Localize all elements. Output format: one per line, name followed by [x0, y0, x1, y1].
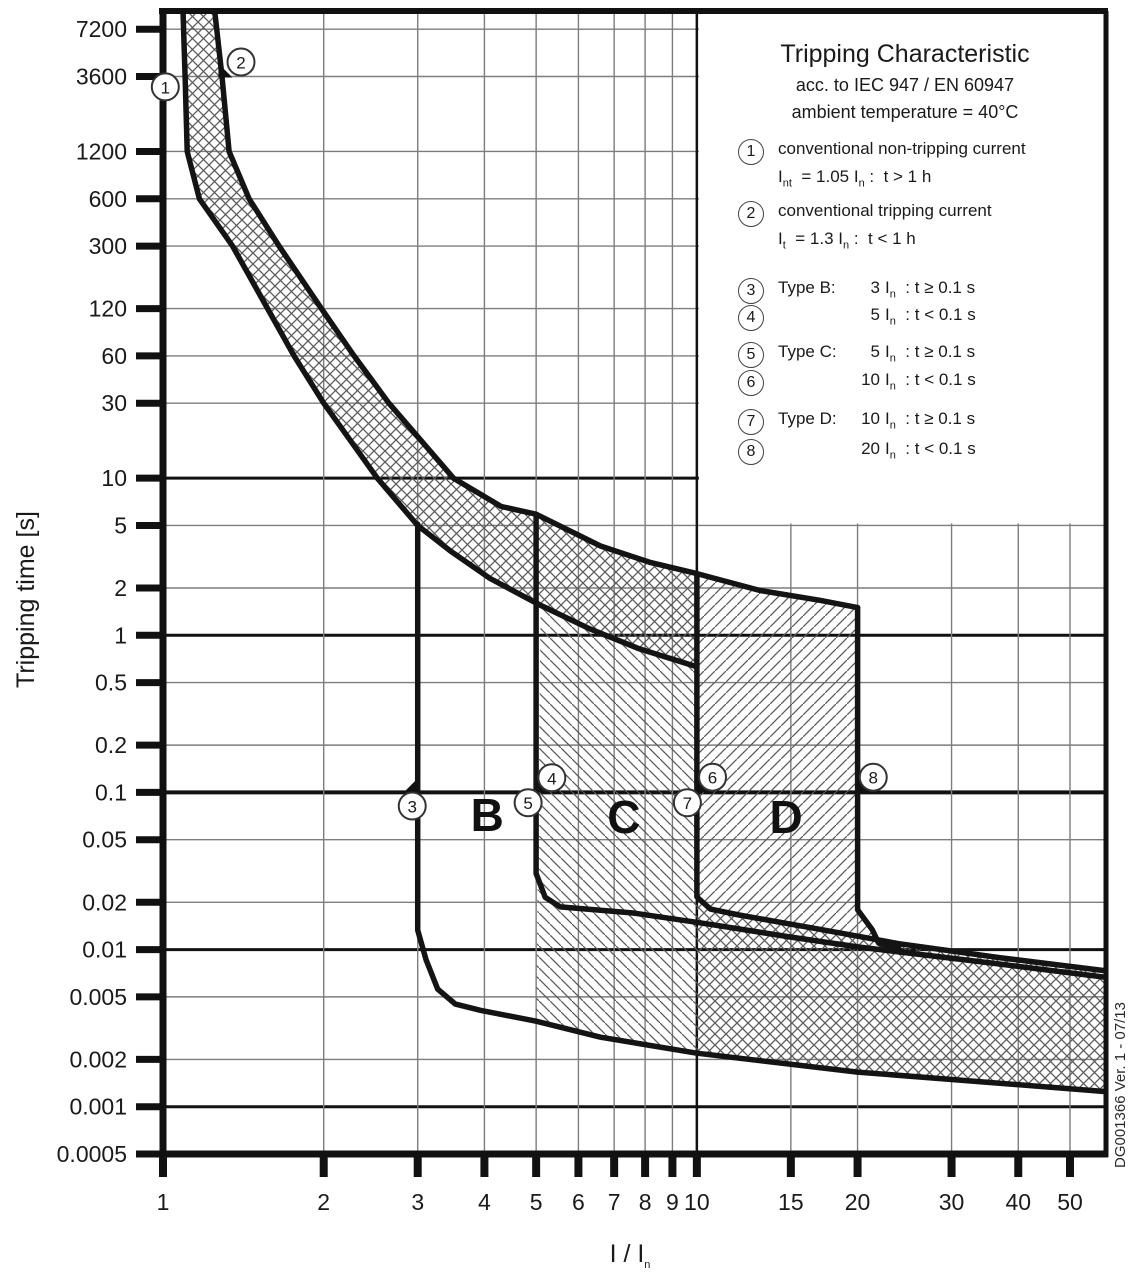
- legend-item-6: [738, 370, 976, 396]
- curve-marker-number-2: 2: [236, 53, 246, 73]
- y-tick-label-3600: 3600: [75, 63, 127, 90]
- y-tick-label-2: 2: [114, 575, 127, 602]
- x-tick-label-6: 6: [572, 1189, 585, 1215]
- x-tick-label-1: 1: [156, 1189, 170, 1215]
- legend-item-title: conventional tripping current: [778, 201, 992, 220]
- legend-item-text: [778, 201, 992, 251]
- x-tick-label-2: 2: [317, 1189, 331, 1215]
- legend-item-value: 20: [861, 439, 880, 458]
- y-tick-label-600: 600: [88, 185, 127, 212]
- y-tick-label-0.0005: 0.0005: [56, 1141, 127, 1167]
- legend-item-formula: $I_n$ : t ≥ 0.1 s: [885, 278, 976, 301]
- y-tick-label-0.001: 0.001: [69, 1093, 127, 1120]
- legend-item-formula: $I_n$ : t ≥ 0.1 s: [885, 342, 976, 365]
- y-tick-label-300: 300: [88, 233, 127, 260]
- y-tick-label-0.2: 0.2: [95, 732, 127, 759]
- x-axis-label: [520, 1240, 740, 1271]
- curve-marker-number-4: 4: [547, 769, 557, 789]
- legend-item-1: [738, 139, 1026, 189]
- legend-item-8: [738, 439, 976, 465]
- thermal-band-hatch: [183, 11, 697, 667]
- region-label-C: C: [607, 790, 641, 843]
- x-tick-label-50: 50: [1057, 1189, 1083, 1215]
- x-tick-label-40: 40: [1005, 1189, 1032, 1215]
- legend-item-value: 5: [870, 305, 880, 324]
- x-tick-label-15: 15: [778, 1189, 804, 1215]
- curve-marker-number-7: 7: [682, 794, 693, 814]
- legend-item-formula: $I_n$ : t ≥ 0.1 s: [885, 409, 976, 432]
- legend-item-formula: $I_n$ : t < 0.1 s: [885, 439, 976, 462]
- x-tick-label-20: 20: [844, 1189, 871, 1215]
- legend-item-4: [738, 305, 976, 331]
- document-id-watermark: DG001366 Ver. 1 - 07/13: [1112, 1002, 1129, 1168]
- legend-marker-circle-2: 2: [738, 201, 764, 227]
- legend-marker-circle-5: 5: [738, 342, 764, 368]
- legend-item-5: [738, 342, 975, 368]
- y-tick-label-30: 30: [101, 390, 127, 417]
- y-tick-label-0.01: 0.01: [82, 936, 127, 963]
- y-tick-label-0.02: 0.02: [82, 889, 127, 916]
- y-tick-label-7200: 7200: [75, 16, 127, 43]
- x-tick-label-10: 10: [684, 1189, 710, 1215]
- y-tick-label-60: 60: [101, 342, 127, 369]
- x-tick-label-30: 30: [938, 1189, 965, 1215]
- legend-item-formula: $I_n$ : t < 0.1 s: [885, 305, 976, 328]
- y-tick-label-5: 5: [114, 512, 127, 539]
- x-axis-label-sub: n: [644, 1259, 651, 1271]
- title-block: [700, 40, 1110, 123]
- legend-marker-circle-3: 3: [738, 278, 764, 304]
- y-tick-label-1200: 1200: [75, 138, 127, 165]
- legend-item-type-label: Type B:: [778, 278, 836, 297]
- legend-item-text: [778, 139, 1026, 189]
- y-tick-label-120: 120: [88, 295, 127, 322]
- y-tick-label-10: 10: [101, 465, 127, 492]
- legend-item-title: conventional non-tripping current: [778, 139, 1026, 158]
- legend-item-formula: $I_{nt} = 1.05$ $I_n$ : t > 1 h: [778, 167, 932, 190]
- legend-marker-circle-1: 1: [738, 139, 764, 165]
- chart-title: Tripping Characteristic: [780, 40, 1030, 68]
- legend-item-value: 3: [870, 278, 880, 297]
- y-tick-label-1: 1: [114, 622, 127, 649]
- legend-marker-circle-4: 4: [738, 305, 764, 331]
- y-tick-label-0.005: 0.005: [69, 983, 127, 1010]
- curve-marker-number-8: 8: [868, 768, 878, 788]
- y-tick-label-0.5: 0.5: [95, 669, 127, 696]
- region-D-hatch: [697, 574, 1105, 1092]
- y-tick-label-0.002: 0.002: [69, 1046, 127, 1073]
- x-tick-label-3: 3: [411, 1189, 425, 1215]
- legend-marker-circle-8: 8: [738, 439, 764, 465]
- chart-subtitle-temperature: ambient temperature = 40°C: [791, 102, 1019, 122]
- chart-subtitle-standard: acc. to IEC 947 / EN 60947: [795, 75, 1015, 95]
- x-tick-label-8: 8: [638, 1189, 652, 1215]
- legend-item-type-label: Type C:: [778, 342, 837, 361]
- legend-item-type-label: Type D:: [778, 409, 837, 428]
- x-tick-label-7: 7: [607, 1189, 621, 1215]
- legend-item-value: 10: [861, 370, 880, 389]
- x-axis-label-text: I / I: [609, 1240, 645, 1268]
- legend-item-formula: $I_n$ : t < 0.1 s: [885, 370, 976, 393]
- curve-marker-number-1: 1: [160, 78, 171, 98]
- curve-marker-number-5: 5: [523, 794, 533, 814]
- curve-marker-number-6: 6: [707, 768, 718, 788]
- legend-item-formula: $I_t = 1.3$ $I_n$ : t < 1 h: [778, 229, 916, 252]
- legend-item-2: [738, 201, 992, 251]
- curve-marker-number-3: 3: [407, 797, 417, 817]
- region-label-B: B: [470, 788, 504, 841]
- y-tick-label-0.05: 0.05: [82, 826, 127, 853]
- x-tick-label-5: 5: [529, 1189, 543, 1215]
- y-axis-label: Tripping time [s]: [12, 511, 40, 688]
- legend-item-value: 10: [861, 409, 880, 428]
- legend-marker-circle-7: 7: [738, 409, 764, 435]
- y-tick-label-0.1: 0.1: [95, 779, 127, 806]
- legend-item-7: [738, 409, 975, 435]
- region-label-D: D: [769, 790, 803, 843]
- x-tick-label-9: 9: [666, 1189, 679, 1215]
- legend-marker-circle-6: 6: [738, 370, 764, 396]
- x-tick-label-4: 4: [478, 1189, 491, 1215]
- legend-item-value: 5: [870, 342, 880, 361]
- legend-item-3: [738, 278, 975, 304]
